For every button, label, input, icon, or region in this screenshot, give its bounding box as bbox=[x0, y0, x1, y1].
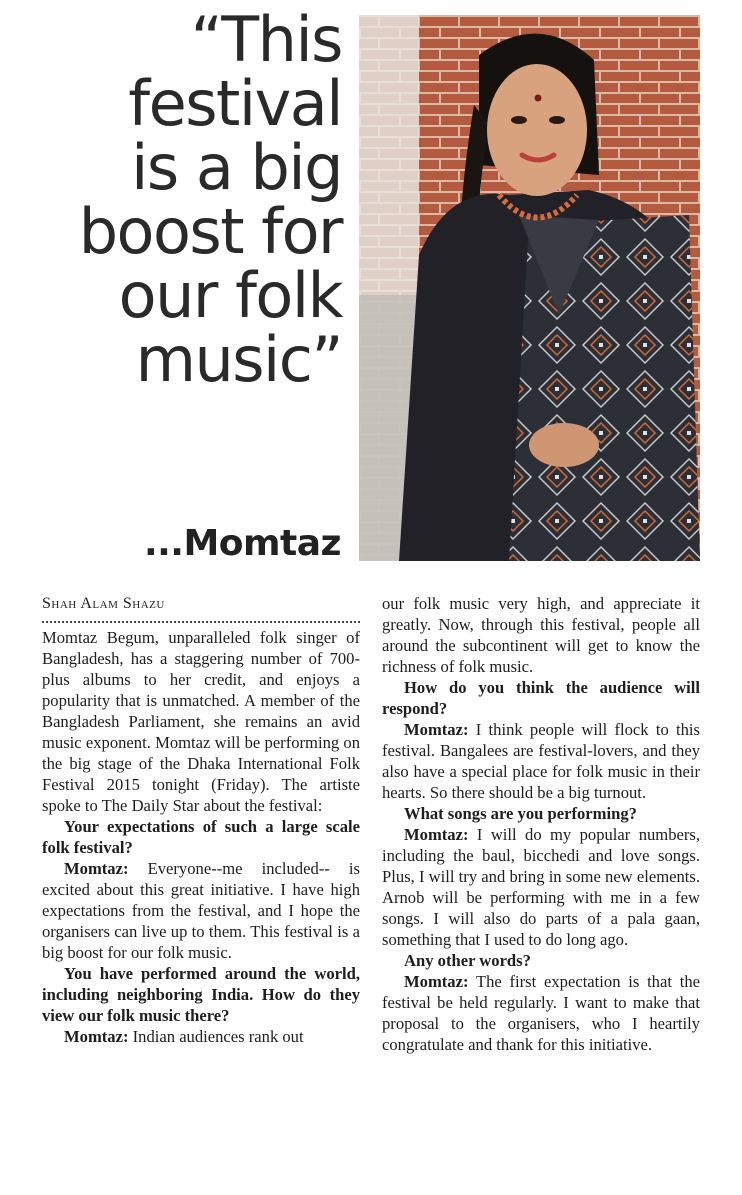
answer-text: Indian audiences rank out bbox=[128, 1027, 304, 1046]
question-2: You have performed around the world, including neighboring India. How do they view our folk music there? bbox=[42, 964, 360, 1025]
question-4: What songs are you performing? bbox=[404, 804, 637, 823]
speaker-label: Momtaz: bbox=[64, 1027, 129, 1046]
byline-divider bbox=[42, 621, 360, 623]
speaker-label: Momtaz: bbox=[64, 859, 129, 878]
headline-line: our folk bbox=[118, 259, 342, 332]
headline-line: festival bbox=[128, 67, 342, 140]
portrait-photo bbox=[359, 15, 700, 561]
article-column-left bbox=[42, 593, 360, 1047]
headline-line: boost for bbox=[78, 195, 342, 268]
author-byline bbox=[42, 593, 360, 615]
answer-text: Everyone--me included-- is excited about this great initiative. I have high expectations from the festival, and I hope the organisers can live up to them. This festival is a big boost for our folk music. bbox=[42, 859, 360, 962]
answer-text: The first expectation is that the festival be held regularly. I want to make that proposal to the organisers, who I heartily congratulate and thank for this initiative. bbox=[382, 972, 700, 1054]
portrait-illustration bbox=[359, 15, 700, 561]
intro-paragraph: Momtaz Begum, unparalleled folk singer of Bangladesh, has a staggering number of 700-plus albums to her credit, and enjoys a popularity that is unmatched. A member of the Bangladesh Parliament, she remains an avid music exponent. Momtaz will be performing on the big stage of the Dhaka International Folk Festival 2015 tonight (Friday). The artiste spoke to The Daily Star about the festival: bbox=[42, 628, 360, 815]
speaker-label: Momtaz: bbox=[404, 720, 469, 739]
question-5: Any other words? bbox=[404, 951, 531, 970]
answer-text: I will do my popular numbers, including the baul, bicchedi and love songs. Plus, I will try and bring in some new elements. Arnob will be performing with me in a few songs. I will also do parts of a pala gaan, something that I used to do long ago. bbox=[382, 825, 700, 949]
headline-line: music” bbox=[135, 323, 342, 396]
answer-2-continued: our folk music very high, and appreciate it greatly. Now, through this festival, people all around the subcontinent will get to know the richness of folk music. bbox=[382, 594, 700, 676]
quote-attribution: ...Momtaz bbox=[143, 523, 341, 564]
headline bbox=[10, 3, 342, 396]
author-name: Shah Alam Shazu bbox=[42, 595, 165, 612]
question-3: How do you think the audience will respond? bbox=[382, 678, 700, 718]
headline-line: “This bbox=[190, 3, 342, 76]
headline-line: is a big bbox=[131, 131, 342, 204]
answer-1 bbox=[42, 858, 360, 963]
speaker-label: Momtaz: bbox=[404, 825, 469, 844]
speaker-label: Momtaz: bbox=[404, 972, 469, 991]
article-column-right bbox=[382, 593, 700, 1055]
answer-text: I think people will flock to this festival. Bangalees are festival-lovers, and they also have a special place for folk music in their hearts. So there should be a big turnout. bbox=[382, 720, 700, 802]
question-1: Your expectations of such a large scale folk festival? bbox=[42, 817, 360, 857]
answer-4 bbox=[382, 824, 700, 950]
answer-5 bbox=[382, 971, 700, 1055]
answer-3 bbox=[382, 719, 700, 803]
answer-2 bbox=[42, 1026, 360, 1047]
